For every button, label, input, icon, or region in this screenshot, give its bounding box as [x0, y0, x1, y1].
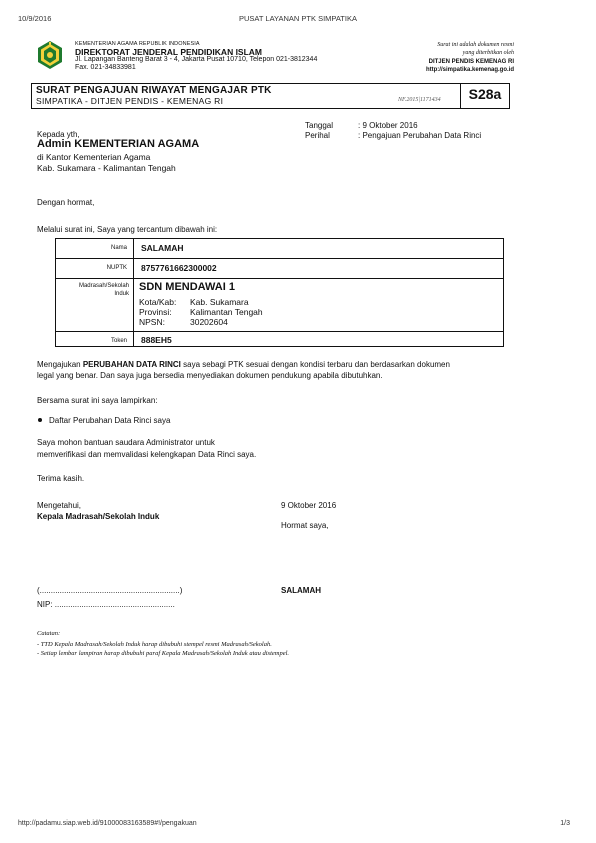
table-divider	[55, 331, 504, 332]
request-text: saya sebagi PTK sesuai dengan kondisi terbaru dan berdasarkan dokumen	[180, 360, 450, 369]
city-value: Kab. Sukamara	[190, 297, 249, 307]
school-label-line: Madrasah/Sekolah	[78, 283, 129, 289]
request-type: PERUBAHAN DATA RINCI	[82, 360, 181, 369]
official-note-issuer: DITJEN PENDIS KEMENAG RI	[428, 58, 514, 65]
headmaster-signature-blank: (...............................................................)	[37, 586, 183, 595]
school-label-line: Induk	[114, 291, 129, 297]
npsn-label: NPSN:	[139, 317, 165, 327]
note-item: - Setiap lembar lampiran harap dibubuhi paraf Kepala Madrasah/Sekolah Induk atau distempel.	[37, 650, 290, 657]
letterhead-fax: Fax. 021-34833981	[75, 64, 136, 71]
token-value: 888EH5	[141, 335, 172, 345]
document-subtitle: SIMPATIKA - DITJEN PENDIS - KEMENAG RI	[36, 96, 224, 106]
nip-field: NIP: ......................................................	[37, 600, 175, 609]
attachment-item: Daftar Perubahan Data Rinci saya	[49, 416, 171, 425]
addressee-salutation: Kepada yth,	[37, 130, 80, 139]
table-divider	[55, 278, 504, 279]
document-reference: NF.2015|1171434	[398, 97, 441, 103]
signature-regards: Hormat saya,	[281, 521, 329, 530]
official-note-line: yang diterbitkan oleh	[462, 50, 514, 57]
kemenag-logo-icon	[37, 40, 63, 70]
subject-value: : Pengajuan Perubahan Data Rinci	[358, 131, 482, 140]
city-label: Kota/Kab:	[139, 297, 177, 307]
npsn-value: 30202604	[190, 317, 228, 327]
note-item: - TTD Kepala Madrasah/Sekolah Induk harap dibubuhi stempel resmi Madrasah/Sekolah.	[37, 641, 272, 648]
intro-text: Melalui surat ini, Saya yang tercantum dibawah ini:	[37, 225, 218, 234]
official-note-line: Surat ini adalah dokumen resmi	[437, 42, 514, 48]
attachment-intro: Bersama surat ini saya lampirkan:	[37, 396, 158, 405]
print-page-title: PUSAT LAYANAN PTK SIMPATIKA	[239, 14, 357, 23]
ministry-name: KEMENTERIAN AGAMA REPUBLIK INDONESIA	[75, 41, 200, 47]
province-label: Provinsi:	[139, 307, 172, 317]
addressee-region: Kab. Sukamara - Kalimantan Tengah	[37, 163, 176, 173]
verification-request: memverifikasi dan memvalidasi kelengkapan Data Rinci saya.	[37, 450, 257, 459]
table-divider	[55, 258, 504, 259]
request-paragraph	[37, 360, 450, 369]
nuptk-value: 8757761662300002	[141, 263, 217, 273]
nuptk-label: NUPTK	[106, 265, 127, 271]
bullet-icon	[38, 418, 42, 422]
date-label: Tanggal	[305, 121, 334, 130]
print-url[interactable]: http://padamu.siap.web.id/91000083163589#!/pengakuan	[18, 820, 197, 827]
addressee-name: Admin KEMENTERIAN AGAMA	[37, 138, 200, 150]
date-value: : 9 Oktober 2016	[358, 121, 418, 130]
signature-date: 9 Oktober 2016	[281, 501, 337, 510]
directorate-name: DIREKTORAT JENDERAL PENDIDIKAN ISLAM	[75, 47, 263, 57]
province-value: Kalimantan Tengah	[190, 307, 263, 317]
letterhead-address: Jl. Lapangan Banteng Barat 3 - 4, Jakarta Pusat 10710, Telepon 021-3812344	[75, 56, 318, 63]
document-title: SURAT PENGAJUAN RIWAYAT MENGAJAR PTK	[36, 85, 272, 96]
school-label	[58, 282, 129, 298]
school-name: SDN MENDAWAI 1	[139, 281, 235, 293]
print-date: 10/9/2016	[18, 14, 52, 23]
addressee-place: di Kantor Kementerian Agama	[37, 152, 151, 162]
acknowledger-role: Kepala Madrasah/Sekolah Induk	[37, 512, 160, 521]
acknowledged-label: Mengetahui,	[37, 501, 82, 510]
verification-request: Saya mohon bantuan saudara Administrator untuk	[37, 438, 215, 447]
official-note-url: http://simpatika.kemenag.go.id	[425, 66, 514, 73]
request-text: Mengajukan	[37, 360, 83, 369]
token-label: Token	[110, 338, 127, 344]
closing-thanks: Terima kasih.	[37, 474, 85, 483]
print-page-number: 1/3	[560, 820, 570, 827]
name-value: SALAMAH	[141, 243, 184, 253]
request-paragraph-line: legal yang benar. Dan saya juga bersedia menyediakan dokumen pendukung apabila dibutuhkan.	[37, 371, 383, 380]
name-label: Nama	[110, 245, 127, 251]
document-code: S28a	[468, 86, 502, 102]
official-note	[426, 41, 514, 74]
greeting: Dengan hormat,	[37, 198, 95, 207]
signer-name: SALAMAH	[281, 586, 321, 595]
notes-title: Catatan:	[37, 630, 61, 637]
subject-label: Perihal	[305, 131, 330, 140]
